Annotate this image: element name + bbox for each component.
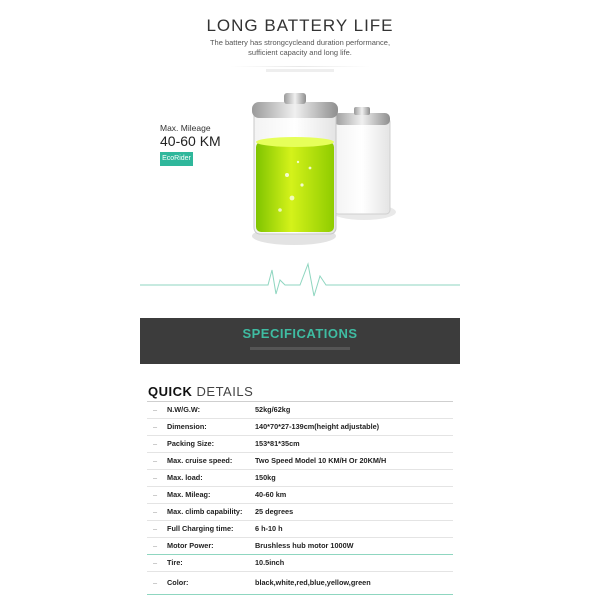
dash-icon: – — [153, 490, 158, 499]
row-value: Two Speed Model 10 KM/H Or 20KM/H — [255, 456, 387, 465]
row-key: Max. Mileag: — [167, 490, 211, 499]
row-key: Motor Power: — [167, 541, 214, 550]
dash-icon: – — [153, 439, 158, 448]
row-key: Tire: — [167, 558, 183, 567]
quick-details-table — [147, 402, 453, 595]
table-row — [147, 555, 453, 572]
table-row — [147, 521, 453, 538]
table-row — [147, 487, 453, 504]
dash-icon: – — [153, 405, 158, 414]
table-row — [147, 453, 453, 470]
dash-icon: – — [153, 558, 158, 567]
heartbeat-line-icon — [140, 258, 460, 298]
dash-icon: – — [153, 524, 158, 533]
table-row — [147, 436, 453, 453]
row-key: Full Charging time: — [167, 524, 234, 533]
table-row — [147, 572, 453, 595]
dash-icon: – — [153, 456, 158, 465]
row-value: 150kg — [255, 473, 276, 482]
quick-details-title — [148, 384, 253, 399]
dash-icon: – — [153, 541, 158, 550]
row-value: 153*81*35cm — [255, 439, 300, 448]
mileage-value: 40-60 KM — [160, 133, 221, 149]
hero-subtitle — [200, 38, 400, 58]
faint-caption — [266, 69, 334, 72]
battery-full-icon — [252, 93, 338, 245]
row-value: 10.5inch — [255, 558, 285, 567]
table-row — [147, 402, 453, 419]
hero-title: LONG BATTERY LIFE — [206, 16, 394, 35]
dash-icon: – — [153, 507, 158, 516]
dash-icon: – — [153, 473, 158, 482]
row-key: Max. climb capability: — [167, 507, 243, 516]
specifications-title: SPECIFICATIONS — [242, 326, 358, 341]
hero-subtitle-line1: The battery has strongcycleand duration performance, — [209, 38, 391, 47]
quick-details-title-rest: DETAILS — [196, 384, 254, 399]
specifications-banner — [140, 318, 460, 364]
table-row — [147, 538, 453, 555]
row-value: 25 degrees — [255, 507, 294, 516]
row-key: N.W/G.W: — [167, 405, 201, 414]
table-row — [147, 504, 453, 521]
hero-subtitle-line2: sufficient capacity and long life. — [248, 48, 352, 57]
dash-icon: – — [153, 422, 158, 431]
row-key: Dimension: — [167, 422, 207, 431]
table-row — [147, 470, 453, 487]
row-value: 40-60 km — [255, 490, 287, 499]
row-value: black,white,red,blue,yellow,green — [255, 578, 371, 587]
dash-icon: – — [153, 578, 158, 587]
table-row — [147, 419, 453, 436]
quick-details-title-bold: QUICK — [148, 384, 193, 399]
battery-illustration — [232, 80, 402, 250]
row-value: 140*70*27-139cm(height adjustable) — [255, 422, 380, 431]
row-key: Max. cruise speed: — [167, 456, 233, 465]
row-value: 6 h-10 h — [255, 524, 283, 533]
battery-empty-icon — [332, 107, 396, 220]
divider — [230, 66, 370, 67]
row-value: 52kg/62kg — [255, 405, 291, 414]
row-value: Brushless hub motor 1000W — [255, 541, 354, 550]
brand-badge: EcoRider — [160, 152, 193, 166]
specifications-caption — [250, 347, 350, 350]
mileage-label: Max. Mileage — [160, 123, 211, 133]
row-key: Packing Size: — [167, 439, 215, 448]
row-key: Color: — [167, 578, 189, 587]
row-key: Max. load: — [167, 473, 203, 482]
